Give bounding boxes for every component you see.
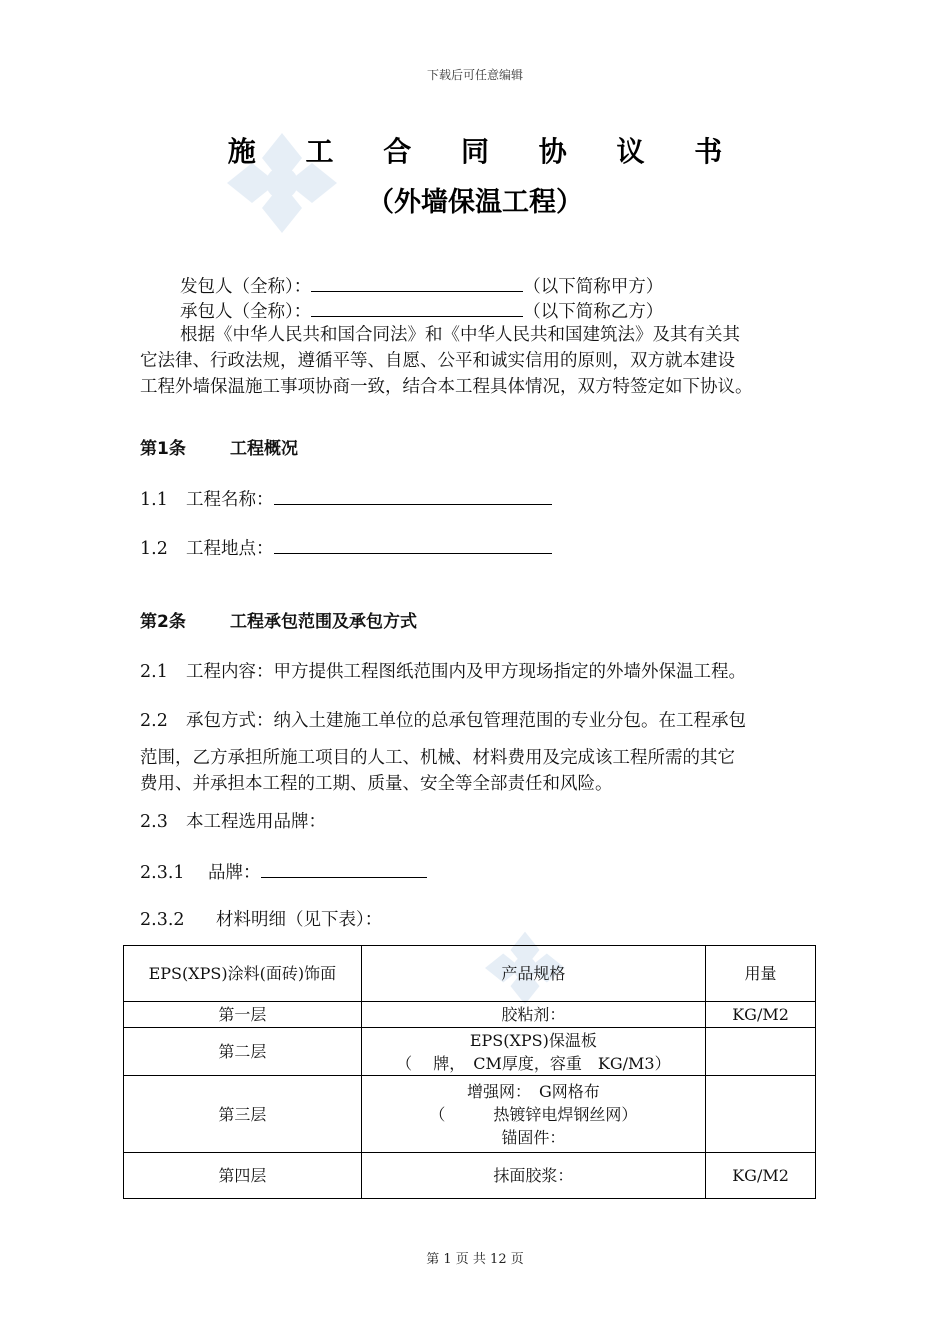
- spec-line: 抹面胶浆：: [493, 1166, 574, 1185]
- project-name-blank[interactable]: [274, 486, 552, 505]
- spec-line: EPS(XPS)保温板: [469, 1030, 597, 1050]
- party-a-line: [180, 273, 663, 299]
- usage-cell: [706, 1028, 816, 1076]
- clause-2-2-continued: 费用、并承担本工程的工期、质量、安全等全部责任和风险。: [140, 774, 613, 794]
- article-2-heading: [140, 610, 417, 634]
- party-a-blank[interactable]: [311, 273, 523, 292]
- layer-cell: 第四层: [124, 1153, 362, 1199]
- party-a-suffix: （以下简称甲方）: [523, 277, 664, 297]
- brand-blank[interactable]: [261, 859, 427, 878]
- clause-2-2: [140, 709, 746, 733]
- clause-1-1: [140, 486, 552, 512]
- clause-number: 2.1: [140, 662, 168, 682]
- layer-cell: 第二层: [124, 1028, 362, 1076]
- spec-line: （ 牌， CM厚度，容重 KG/M3）: [396, 1053, 671, 1073]
- usage-cell: [706, 1076, 816, 1153]
- article-title: 工程概况: [230, 439, 298, 459]
- clause-text: 工程地点：: [186, 539, 274, 559]
- spec-cell: [361, 1153, 705, 1199]
- project-location-blank[interactable]: [274, 535, 552, 554]
- party-a-label: 发包人（全称）：: [180, 277, 312, 297]
- spec-line: （ 热镀锌电焊钢丝网）: [429, 1104, 638, 1124]
- party-b-blank[interactable]: [311, 298, 523, 317]
- document-title: 施 工 合 同 协 议 书: [227, 135, 743, 168]
- clause-number: 2.3.2: [140, 910, 185, 930]
- clause-text: 工程内容：甲方提供工程图纸范围内及甲方现场指定的外墙外保温工程。: [186, 662, 746, 682]
- clause-text: 工程名称：: [186, 490, 274, 510]
- preamble-line: 工程外墙保温施工事项协商一致，结合本工程具体情况，双方特签定如下协议。: [140, 377, 753, 397]
- clause-2-3-2: [140, 908, 382, 932]
- party-b-suffix: （以下简称乙方）: [523, 302, 664, 322]
- layer-cell: 第一层: [124, 1002, 362, 1028]
- clause-text: 承包方式：纳入土建施工单位的总承包管理范围的专业分包。在工程承包: [186, 711, 746, 731]
- table-header-cell: EPS(XPS)涂料(面砖)饰面: [124, 946, 362, 1002]
- usage-cell: KG/M2: [706, 1153, 816, 1199]
- usage-cell: KG/M2: [706, 1002, 816, 1028]
- clause-number: 2.3: [140, 812, 168, 832]
- clause-number: 1.2: [140, 539, 168, 559]
- article-title: 工程承包范围及承包方式: [230, 612, 417, 632]
- spec-line: 增强网： G网格布: [466, 1081, 600, 1101]
- clause-number: 1.1: [140, 490, 168, 510]
- spec-cell: [361, 1002, 705, 1028]
- party-b-label: 承包人（全称）：: [180, 302, 312, 322]
- table-header-row: [124, 946, 816, 1002]
- clause-1-2: [140, 535, 552, 561]
- clause-text: 品牌：: [208, 863, 261, 883]
- spec-line: 锚固件：: [501, 1127, 566, 1147]
- materials-table: [123, 945, 816, 1199]
- party-b-line: [180, 298, 663, 324]
- article-number: 第1条: [140, 439, 186, 459]
- table-header-cell: 用量: [706, 946, 816, 1002]
- clause-text: 本工程选用品牌：: [186, 812, 326, 832]
- header-note: 下载后可任意编辑: [426, 68, 523, 82]
- table-row: [124, 1153, 816, 1199]
- clause-2-2-continued: 范围，乙方承担所施工项目的人工、机械、材料费用及完成该工程所需的其它: [140, 748, 735, 768]
- clause-2-3-1: [140, 859, 427, 885]
- layer-cell: 第三层: [124, 1076, 362, 1153]
- page-footer: 第 1 页 共 12 页: [426, 1252, 524, 1267]
- spec-cell: [361, 1076, 705, 1153]
- table-row: [124, 1002, 816, 1028]
- article-number: 第2条: [140, 612, 186, 632]
- clause-text: 材料明细（见下表）：: [216, 910, 383, 930]
- table-row: [124, 1076, 816, 1153]
- spec-line: 胶粘剂：: [501, 1005, 566, 1024]
- clause-number: 2.3.1: [140, 863, 185, 883]
- article-1-heading: [140, 437, 298, 461]
- document-subtitle: （外墙保温工程）: [367, 187, 583, 218]
- clause-2-3: [140, 810, 326, 834]
- clause-2-1: [140, 660, 746, 684]
- preamble-line: 根据《中华人民共和国合同法》和《中华人民共和国建筑法》及其有关其: [180, 325, 740, 345]
- table-header-cell: 产品规格: [361, 946, 705, 1002]
- spec-cell: [361, 1028, 705, 1076]
- table-row: [124, 1028, 816, 1076]
- clause-number: 2.2: [140, 711, 168, 731]
- preamble-line: 它法律、行政法规，遵循平等、自愿、公平和诚实信用的原则，双方就本建设: [140, 351, 735, 371]
